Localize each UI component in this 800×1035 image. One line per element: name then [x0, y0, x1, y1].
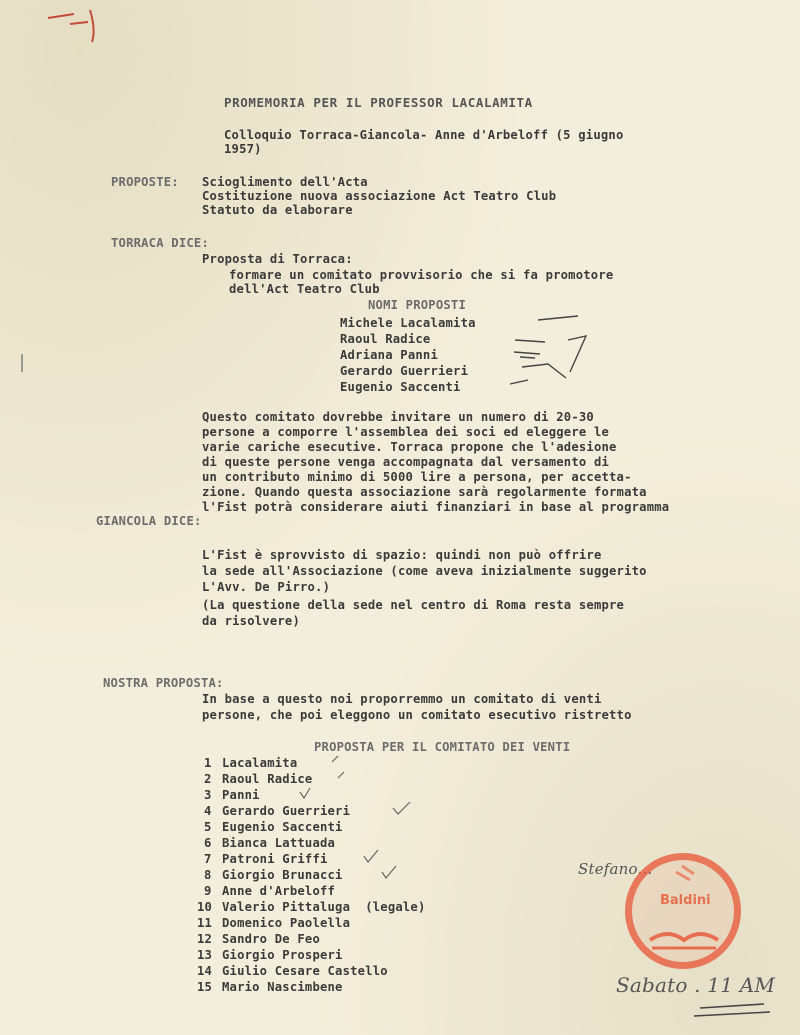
giancola-line-5: da risolvere): [202, 614, 300, 628]
torraca-paragraph-line-2: persone a comporre l'assemblea dei soci ed eleggere le: [202, 425, 610, 439]
comitato-name: Anne d'Arbeloff: [222, 884, 336, 898]
nostra-line-1: In base a questo noi proporremmo un comitato di venti: [202, 692, 602, 706]
comitato-name: Giorgio Brunacci: [222, 868, 343, 882]
comitato-number: 7: [204, 852, 212, 866]
colloquio-line-2: 1957): [224, 142, 262, 156]
handwritten-sabato: Sabato . 11 AM: [616, 973, 776, 997]
comitato-name: Giorgio Prosperi: [222, 948, 343, 962]
comitato-number: 14: [197, 964, 213, 978]
proposte-label: PROPOSTE:: [111, 175, 179, 189]
comitato-name: Bianca Lattuada: [222, 836, 336, 850]
comitato-number: 9: [204, 884, 212, 898]
comitato-name: Gerardo Guerrieri: [222, 804, 351, 818]
proposta-item-1: Scioglimento dell'Acta: [202, 175, 368, 189]
colloquio-line-1: Colloquio Torraca-Giancola- Anne d'Arbeloff (5 giugno: [224, 128, 624, 142]
comitato-heading: PROPOSTA PER IL COMITATO DEI VENTI: [314, 740, 571, 754]
torraca-label: TORRACA DICE:: [111, 236, 209, 250]
torraca-paragraph-line-6: zione. Quando questa associazione sarà regolarmente formata: [202, 485, 647, 499]
giancola-line-2: la sede all'Associazione (come aveva inizialmente suggerito: [202, 564, 647, 578]
comitato-name: Lacalamita: [222, 756, 298, 770]
memo-title: PROMEMORIA PER IL PROFESSOR LACALAMITA: [224, 95, 533, 110]
proposta-item-2: Costituzione nuova associazione Act Teatro Club: [202, 189, 557, 203]
comitato-number: 1: [204, 756, 212, 770]
giancola-line-3: L'Avv. De Pirro.): [202, 580, 331, 594]
torraca-line-2: dell'Act Teatro Club: [229, 282, 380, 296]
comitato-name: Raoul Radice: [222, 772, 313, 786]
nome-4: Gerardo Guerrieri: [340, 364, 469, 378]
torraca-paragraph-line-1: Questo comitato dovrebbe invitare un numero di 20-30: [202, 410, 594, 424]
comitato-number: 4: [204, 804, 212, 818]
nome-3: Adriana Panni: [340, 348, 438, 362]
nome-1: Michele Lacalamita: [340, 316, 476, 330]
comitato-name: Sandro De Feo: [222, 932, 320, 946]
comitato-number: 12: [197, 932, 213, 946]
nome-5: Eugenio Saccenti: [340, 380, 461, 394]
torraca-paragraph-line-7: l'Fist potrà considerare aiuti finanziari in base al programma: [202, 500, 670, 514]
torraca-intro: Proposta di Torraca:: [202, 252, 353, 266]
comitato-name: Panni: [222, 788, 260, 802]
comitato-name: Eugenio Saccenti: [222, 820, 343, 834]
nomi-heading: NOMI PROPOSTI: [368, 298, 466, 312]
comitato-number: 15: [197, 980, 213, 994]
comitato-name: Mario Nascimbene: [222, 980, 343, 994]
comitato-number: 11: [197, 916, 213, 930]
giancola-label: GIANCOLA DICE:: [96, 514, 202, 528]
comitato-name: Domenico Paolella: [222, 916, 351, 930]
giancola-line-1: L'Fist è sprovvisto di spazio: quindi non può offrire: [202, 548, 602, 562]
comitato-number: 2: [204, 772, 212, 786]
nostra-line-2: persone, che poi eleggono un comitato esecutivo ristretto: [202, 708, 632, 722]
comitato-number: 6: [204, 836, 212, 850]
torraca-paragraph-line-5: un contributo minimo di 5000 lire a persona, per accetta-: [202, 470, 632, 484]
torraca-paragraph-line-3: varie cariche esecutive. Torraca propone che l'adesione: [202, 440, 617, 454]
comitato-number: 13: [197, 948, 213, 962]
comitato-number: 10: [197, 900, 213, 914]
nostra-label: NOSTRA PROPOSTA:: [103, 676, 224, 690]
handwritten-annotation: Stefano...: [578, 860, 653, 878]
torraca-line-1: formare un comitato provvisorio che si fa promotore: [229, 268, 614, 282]
comitato-number: 3: [204, 788, 212, 802]
torraca-paragraph-line-4: di queste persone venga accompagnata dal versamento di: [202, 455, 610, 469]
comitato-number: 8: [204, 868, 212, 882]
giancola-line-4: (La questione della sede nel centro di Roma resta sempre: [202, 598, 625, 612]
stamp-label: Baldini: [660, 893, 711, 908]
comitato-name: Giulio Cesare Castello: [222, 964, 388, 978]
proposta-item-3: Statuto da elaborare: [202, 203, 353, 217]
comitato-name: Patroni Griffi: [222, 852, 328, 866]
comitato-name: Valerio Pittaluga (legale): [222, 900, 426, 914]
comitato-number: 5: [204, 820, 212, 834]
nome-2: Raoul Radice: [340, 332, 431, 346]
